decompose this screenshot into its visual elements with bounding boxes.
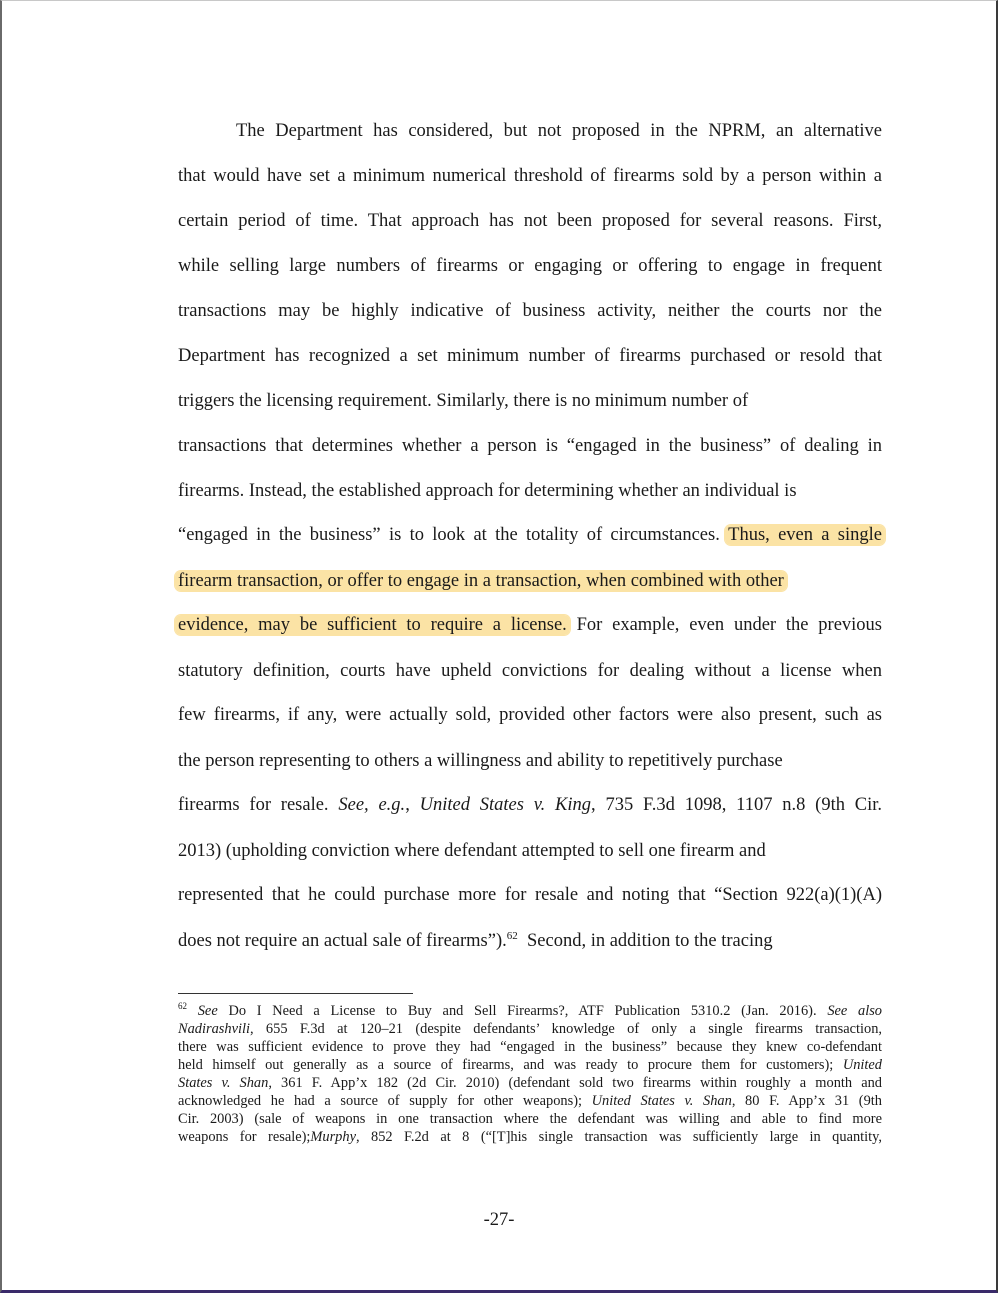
body-line: transactions may be highly indicative of business activity, neither the courts nor the — [178, 301, 882, 321]
body-line: represented that he could purchase more for resale and noting that “Section 922(a)(1)(A) — [178, 885, 882, 905]
footnote-line: weapons for resale);Murphy, 852 F.2d at 8 (“[T]his single transaction was sufficiently large in quantity, — [178, 1129, 883, 1145]
page-number: -27- — [483, 1210, 515, 1230]
body-line — [178, 614, 882, 638]
footnote-line: there was sufficient evidence to prove they had “engaged in the business” because they knew co-defendant — [178, 1039, 882, 1055]
footnote-line: acknowledged he had a source of supply for other weapons); United States v. Shan, 80 F. App’x 31 (9th — [178, 1093, 882, 1109]
footnote-divider — [178, 993, 413, 994]
body-line: Department has recognized a set minimum number of firearms purchased or resold that — [178, 346, 882, 366]
body-line: while selling large numbers of firearms or engaging or offering to engage in frequent — [178, 256, 882, 276]
body-text-span: “engaged in the business” is to look at the totality of circumstances. — [178, 525, 720, 545]
body-text-span: does not require an actual sale of firearms”). — [178, 931, 507, 951]
body-line: 2013) (upholding conviction where defendant attempted to sell one firearm and — [178, 841, 766, 861]
body-line: firearms. Instead, the established approach for determining whether an individual is — [178, 481, 797, 501]
body-line: statutory definition, courts have upheld convictions for dealing without a license when — [178, 661, 882, 681]
body-line: the person representing to others a willingness and ability to repetitively purchase — [178, 751, 783, 771]
highlighted-text: evidence, may be sufficient to require a license. — [175, 615, 570, 635]
highlighted-text: Thus, even a single — [725, 525, 885, 545]
citation-signal: See also — [827, 1003, 882, 1019]
body-line: few firearms, if any, were actually sold, provided other factors were also present, such as — [178, 705, 882, 725]
highlighted-text: firearm transaction, or offer to engage in a transaction, when combined with other — [175, 571, 787, 591]
body-line — [178, 524, 882, 548]
footnote-line: held himself out generally as a source of firearms, and was ready to procure them for customers); United — [178, 1057, 882, 1073]
citation-signal: See, e.g., — [338, 795, 410, 815]
body-line: transactions that determines whether a person is “engaged in the business” of dealing in — [178, 436, 882, 456]
footnote-line: Cir. 2003) (sale of weapons in one transaction where the defendant was willing and able to find more — [178, 1111, 882, 1127]
body-line: The Department has considered, but not proposed in the NPRM, an alternative — [236, 121, 882, 141]
body-line: triggers the licensing requirement. Similarly, there is no minimum number of — [178, 391, 749, 411]
body-line — [178, 930, 773, 954]
body-line: that would have set a minimum numerical threshold of firearms sold by a person within a — [178, 166, 882, 186]
footnote-reference[interactable]: 62 — [506, 929, 518, 942]
footnote-line: States v. Shan, 361 F. App’x 182 (2d Cir. 2010) (defendant sold two firearms within roughly a month and — [178, 1075, 882, 1091]
body-line: certain period of time. That approach has not been proposed for several reasons. First, — [178, 211, 882, 231]
body-text-span: Second, in addition to the tracing — [527, 931, 773, 951]
body-text-span: firearms for resale. — [178, 795, 329, 815]
footnote-number: 62 — [178, 1001, 187, 1012]
body-line — [178, 570, 784, 594]
footnote-line: Nadirashvili, 655 F.3d at 120–21 (despite defendants’ knowledge of only a single firearms transaction, — [178, 1021, 882, 1037]
footnote-line: $^{62}$ See Do I Need a License to Buy and Sell Firearms?, ATF Publication 5310.2 (Jan. 2016). See also — [178, 1001, 882, 1019]
citation: United States v. King, 735 F.3d 1098, 1107 n.8 (9th Cir. — [419, 795, 883, 815]
body-text-span: For example, even under the previous — [576, 615, 882, 635]
body-line — [178, 794, 882, 818]
